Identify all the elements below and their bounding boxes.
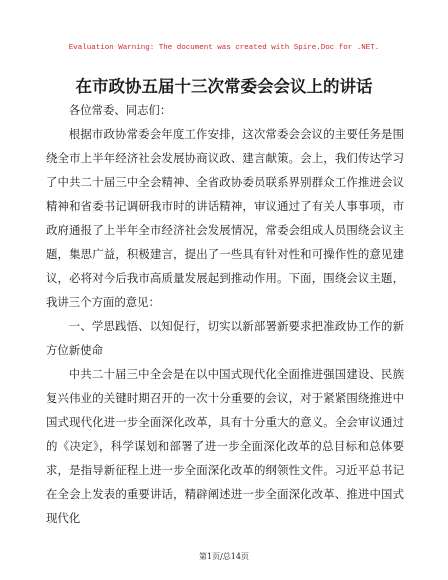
document-body (46, 98, 404, 530)
body-paragraph: 中共二十届三中全会是在以中国式现代化全面推进强国建设、民族复兴伟业的关键时期召开的一次十分重要的会议，对于紧紧围绕推进中国式现代化进一步全面深化改革，具有十分重大的意义。全会审议通过的《决定》，科学谋划和部署了进一步全面深化改革的总目标和总体要求，是指导新征程上进一步全面深化改革的纲领性文件。习近平总书记在全会上发表的重要讲话，精辟阐述进一步全面深化改革、推进中国式现代化 (46, 367, 404, 525)
section-heading: 一、学思践悟、以知促行，切实以新部署新要求把准政协工作的新方位新使命 (46, 319, 404, 357)
greeting-paragraph: 各位常委、同志们： (68, 103, 172, 117)
document-title: 在市政协五届十三次常委会会议上的讲话 (75, 77, 373, 96)
evaluation-warning: Evaluation Warning: The document was created with Spire.Doc for .NET. (68, 44, 380, 52)
page-number-footer: 第1页/总14页 (199, 552, 249, 561)
body-paragraph: 根据市政协常委会年度工作安排，这次常委会会议的主要任务是围绕全市上半年经济社会发展协商议政、建言献策。会上，我们传达学习了中共二十届三中全会精神、全省政协委员联系界别群众工作推进会议精神和省委书记调研我市时的讲话精神，审议通过了有关人事事项，市政府通报了上半年全市经济社会发展情况，常委会组成人员围绕会议主题，集思广益，积极建言，提出了一些具有针对性和可操作性的意见建议，必将对今后我市高质量发展起到推动作用。下面，围绕会议主题，我讲三个方面的意见： (46, 127, 404, 309)
